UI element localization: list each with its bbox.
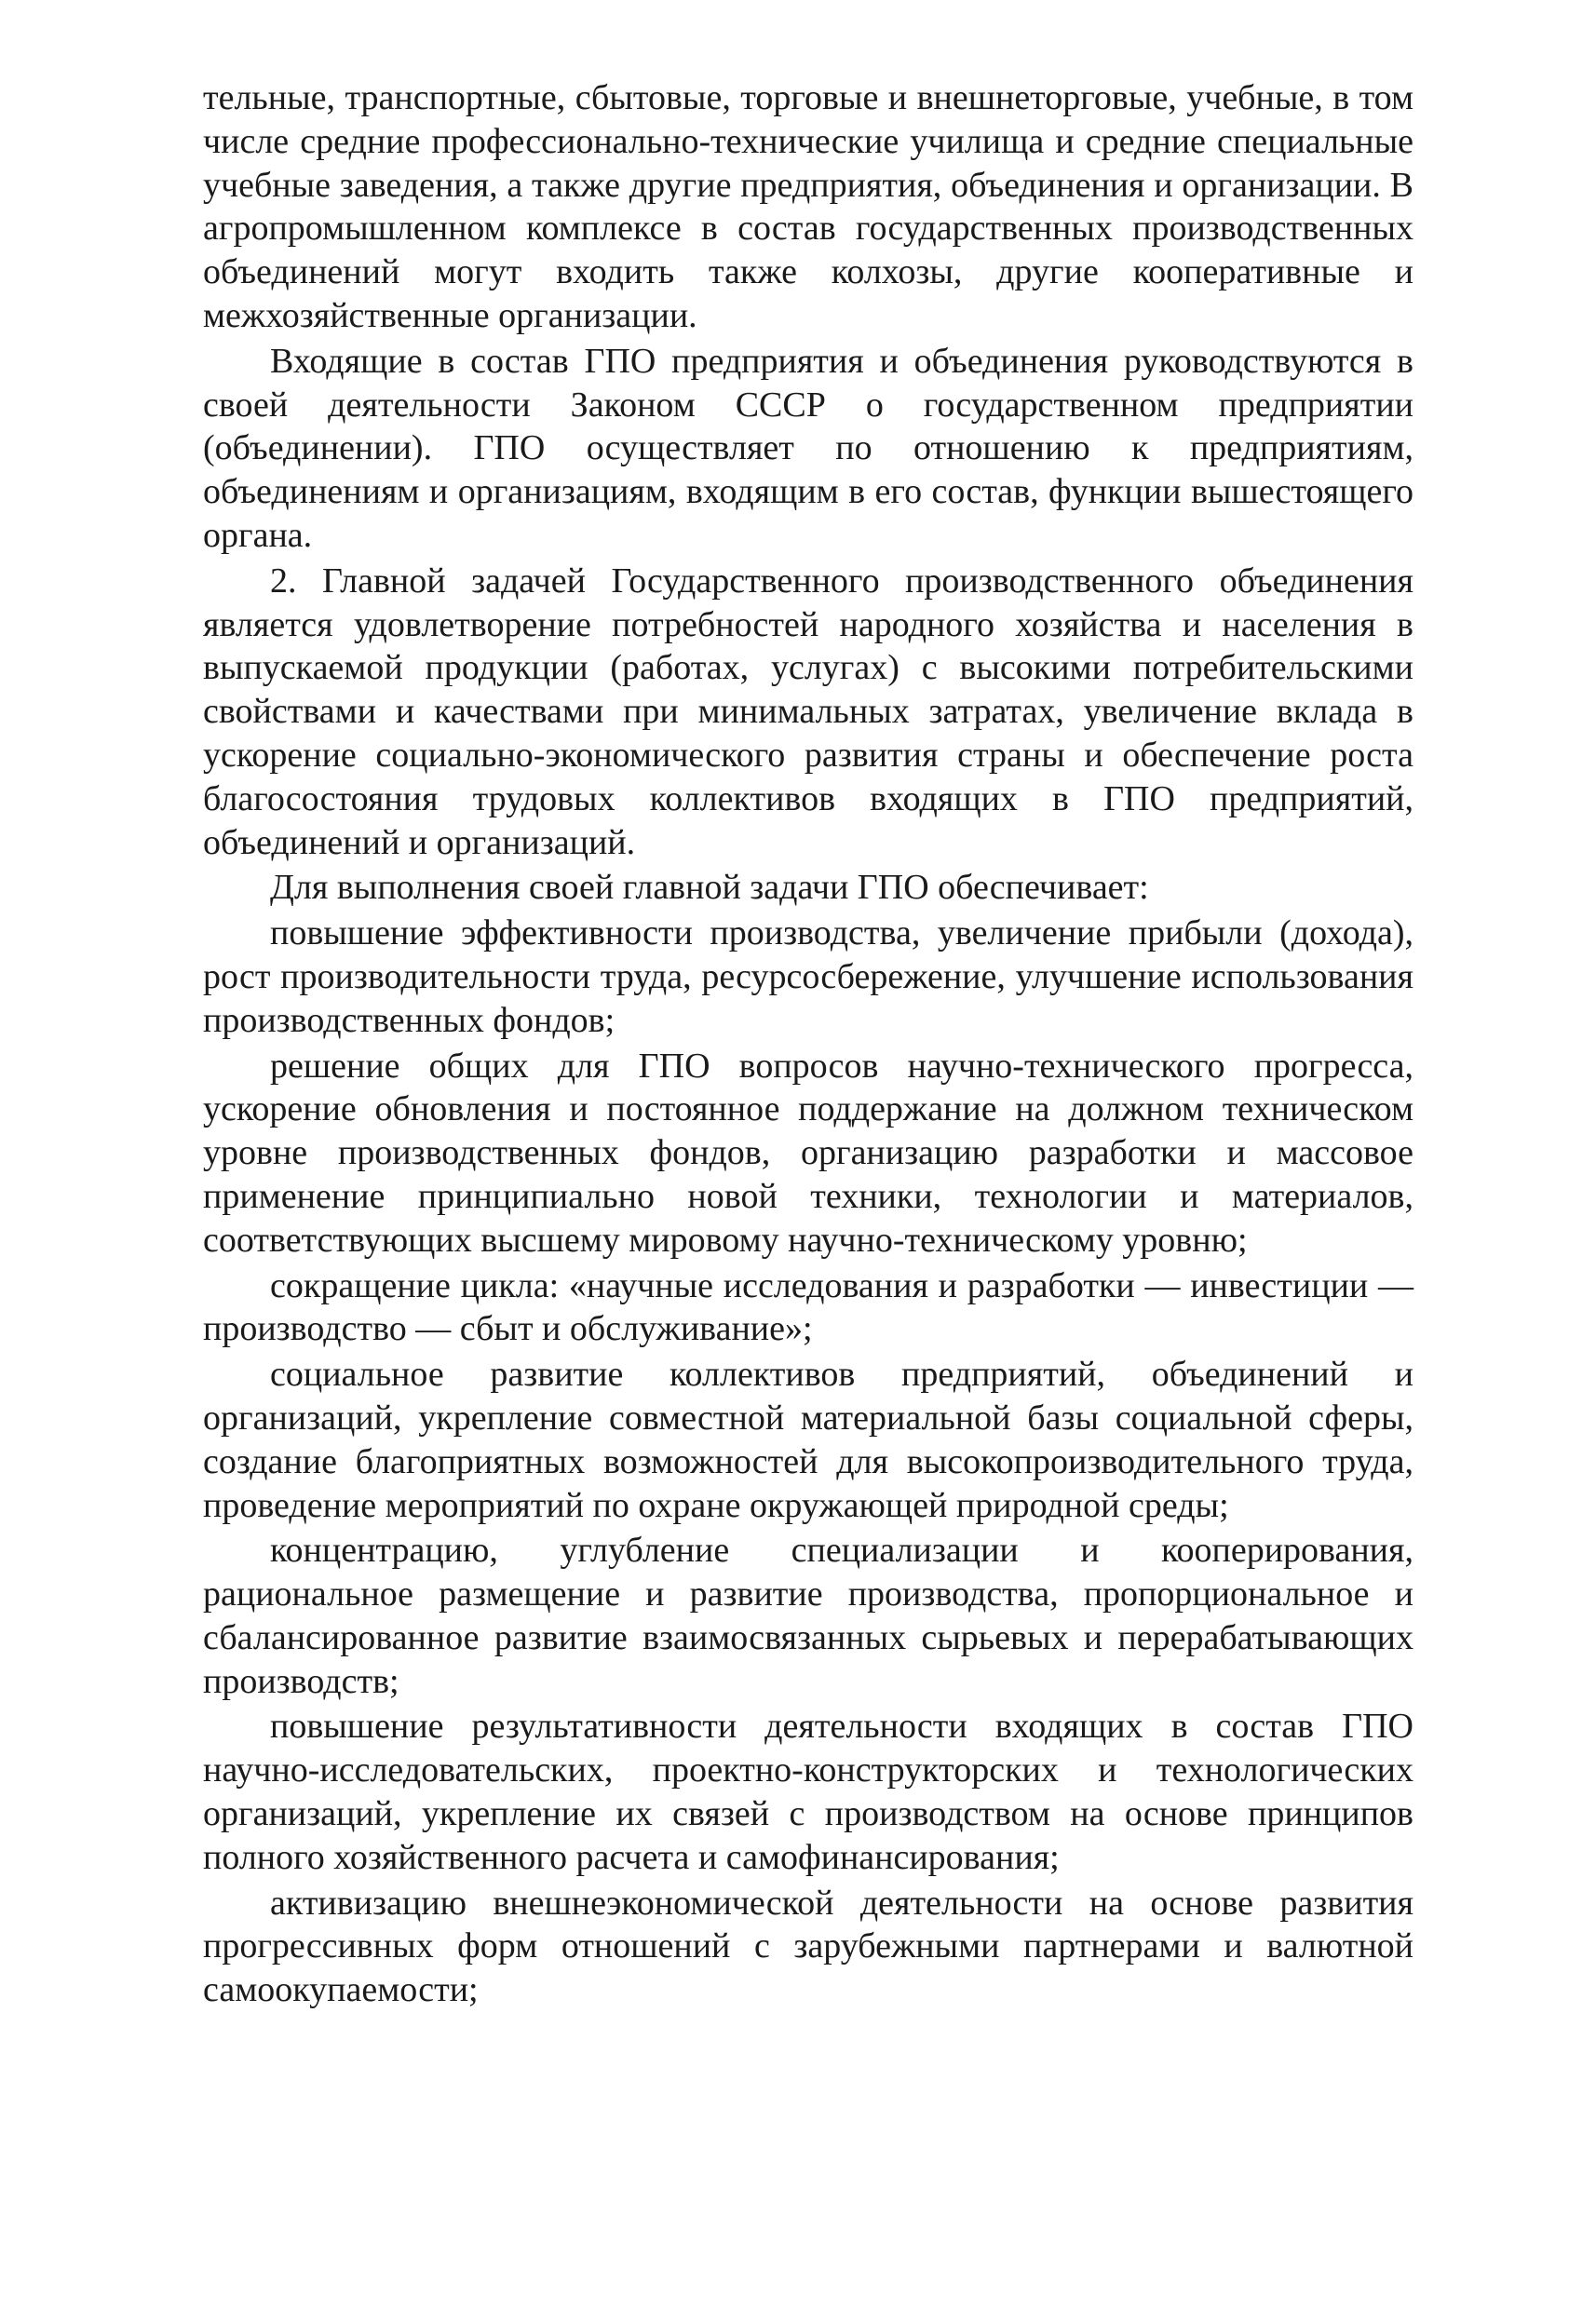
- list-item-concentration: концентрацию, углубление специализации и кооперирования, рациональное размещение и развитие производства, пропорциональное и сбалансированное развитие взаимосвязанных сырьевых и перерабатывающих производств;: [203, 1531, 1413, 1701]
- document-page: [203, 76, 1413, 2012]
- list-item-efficiency: повышение эффективности производства, увеличение прибыли (дохода), рост производительности труда, ресурсосбережение, улучшение использования производственных фондов;: [203, 913, 1413, 1040]
- paragraph-provides-intro: Для выполнения своей главной задачи ГПО обеспечивает:: [270, 868, 1149, 908]
- list-item-research-effectiveness: повышение результативности деятельности входящих в состав ГПО научно-исследовательских, проектно-конструкторских и технологических организаций, укрепление их связей с производством на основе принципов полного хозяйственного расчета и самофинансирования;: [203, 1707, 1413, 1877]
- paragraph-membership: Входящие в состав ГПО предприятия и объединения руководствуются в своей деятельности Законом СССР о государственном предприятии (объединении). ГПО осуществляет по отношению к предприятиям, объединениям и организациям, входящим в его состав, функции вышестоящего органа.: [203, 341, 1413, 555]
- list-item-foreign-economic: активизацию внешнеэкономической деятельности на основе развития прогрессивных форм отношений с зарубежными партнерами и валютной самоокупаемости;: [203, 1883, 1413, 2010]
- paragraph-main-task: 2. Главной задачей Государственного производственного объединения является удовлетворение потребностей народного хозяйства и населения в выпускаемой продукции (работах, услугах) с высокими потребительскими свойствами и качествами при минимальных затратах, увеличение вклада в ускорение социально-экономического развития страны и обеспечение роста благосостояния трудовых коллективов входящих в ГПО предприятий, объединений и организаций.: [203, 561, 1413, 862]
- list-item-cycle-reduction: сокращение цикла: «научные исследования и разработки — инвестиции — производство — сбыт и обслуживание»;: [203, 1265, 1413, 1349]
- paragraph-continuation: тельные, транспортные, сбытовые, торговые и внешнеторговые, учебные, в том числе средние профессионально-технические училища и средние специальные учебные заведения, а также другие предприятия, объединения и организации. В агропромышленном комплексе в состав государственных производственных объединений могут входить также колхозы, другие кооперативные и межхозяйственные организации.: [203, 78, 1413, 335]
- list-item-scientific-progress: решение общих для ГПО вопросов научно-технического прогресса, ускорение обновления и постоянное поддержание на должном техническом уровне производственных фондов, организацию разработки и массовое применение принципиально новой техники, технологии и материалов, соответствующих высшему мировому научно-техническому уровню;: [203, 1046, 1413, 1260]
- list-item-social-development: социальное развитие коллективов предприятий, объединений и организаций, укрепление совместной материальной базы социальной сферы, создание благоприятных возможностей для высокопроизводительного труда, проведение мероприятий по охране окружающей природной среды;: [203, 1355, 1413, 1525]
